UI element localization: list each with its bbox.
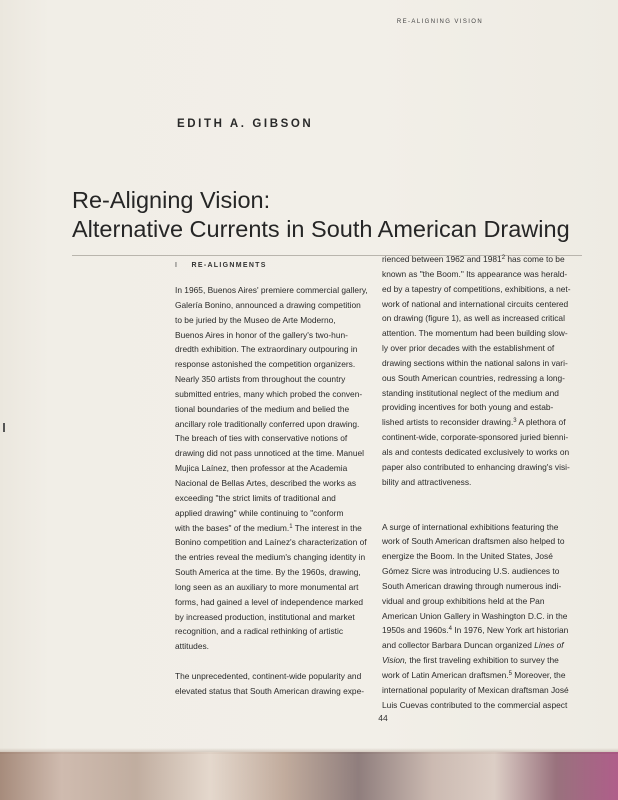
- text-line: In 1965, Buenos Aires' premiere commercial gallery,: [175, 285, 368, 295]
- left-column: [175, 283, 387, 699]
- text-line: providing incentives for both young and estab-: [382, 402, 554, 413]
- text-line: [382, 668, 592, 683]
- exhibition-title: Lines of: [534, 640, 564, 651]
- text-segment: Vision, the first traveling exhibition to survey the: [382, 655, 559, 666]
- running-head: RE-ALIGNING VISION: [396, 19, 484, 25]
- text-line: Mujica Laínez, then professor at the Academia: [175, 463, 348, 474]
- article-title: [72, 186, 592, 244]
- text-line: [382, 252, 592, 267]
- text-segment: lished artists to reconsider drawing.: [382, 417, 514, 428]
- text-line: [382, 638, 592, 653]
- text-line: attention. The momentum had been building slow-: [382, 328, 568, 339]
- right-column: [382, 252, 592, 712]
- section-heading: [175, 262, 267, 269]
- margin-mark: [3, 423, 5, 432]
- text-segment: rienced between 1962 and 1981: [382, 254, 502, 264]
- text-segment: work of Latin American draftsmen.: [382, 669, 509, 680]
- paragraph: [382, 520, 592, 713]
- text-segment: In 1976, New York art historian: [451, 625, 569, 636]
- text-line: attitudes.: [175, 641, 209, 652]
- text-line: ous South American countries, redressing a long-: [382, 372, 565, 383]
- text-line: drawing did not pass unnoticed at the time. Manuel: [175, 448, 365, 459]
- subtitle-line: Alternative Currents in South American Drawing: [72, 216, 570, 242]
- text-line: Bonino competition and Laínez's characterization of: [175, 537, 367, 548]
- text-line: on drawing (figure 1), as well as increased critical: [382, 313, 565, 324]
- text-line: exceeding "the strict limits of traditional and: [175, 492, 336, 503]
- text-line: als and contests dedicated exclusively to works on: [382, 446, 570, 457]
- text-line: elevated status that South American drawing expe-: [175, 685, 365, 696]
- text-line: ly over prior decades with the establishment of: [382, 343, 555, 354]
- text-segment: 1950s and 1960s.: [382, 625, 449, 636]
- footnote-ref: 5: [508, 670, 512, 677]
- footnote-ref: 4: [448, 626, 452, 633]
- text-line: bility and attractiveness.: [382, 476, 472, 487]
- section-number: I: [175, 262, 179, 269]
- text-segment: and collector Barbara Duncan organized: [382, 640, 535, 651]
- text-segment: has come to be: [505, 254, 565, 264]
- paragraph: [175, 283, 387, 654]
- text-segment: The interest in the: [292, 522, 362, 533]
- text-line: ed by a tapestry of competitions, exhibitions, a net-: [382, 283, 571, 294]
- text-line: A surge of international exhibitions featuring the: [382, 521, 559, 532]
- text-line: work of South American draftsmen also helped to: [382, 536, 565, 547]
- text-line: continent-wide, corporate-sponsored juried bienni-: [382, 432, 569, 443]
- text-line: forms, had gained a level of independence marked: [175, 596, 364, 607]
- footnote-ref: 1: [289, 523, 293, 530]
- text-line: Luis Cuevas contributed to the commercial aspect: [382, 699, 568, 710]
- text-line: tional boundaries of the medium and belied the: [175, 403, 350, 414]
- text-line: long seen as an auxiliary to more monumental art: [175, 581, 359, 592]
- text-line: drawing sections within the national salons in vari-: [382, 357, 568, 368]
- text-line: energize the Boom. In the United States, José: [382, 551, 553, 562]
- text-line: [382, 623, 592, 638]
- text-line: submitted entries, many which probed the conven-: [175, 388, 363, 399]
- text-line: the entries reveal the medium's changing identity in: [175, 552, 366, 563]
- text-line: [175, 521, 387, 536]
- page-number: 44: [378, 713, 388, 723]
- text-segment: with the bases" of the medium.: [175, 522, 290, 533]
- text-line: dredth exhibition. The extraordinary outpouring in: [175, 344, 358, 355]
- text-line: applied drawing" while continuing to "conform: [175, 507, 344, 518]
- text-line: response astonished the competition organizers.: [175, 359, 356, 370]
- text-line: vidual and group exhibitions held at the Pan: [382, 595, 545, 606]
- text-line: Nacional de Bellas Artes, described the works as: [175, 477, 357, 488]
- text-line: Galería Bonino, announced a drawing competition: [175, 299, 361, 310]
- text-line: The breach of ties with conservative notions of: [175, 433, 348, 444]
- page-bottom-edge: [0, 752, 618, 800]
- footnote-ref: 3: [513, 418, 517, 425]
- text-line: standing institutional neglect of the medium and: [382, 387, 559, 398]
- text-line: [382, 653, 592, 668]
- text-line: recognition, and a radical rethinking of artistic: [175, 626, 344, 637]
- paragraph: [175, 669, 387, 699]
- text-line: known as "the Boom." Its appearance was herald-: [382, 268, 568, 279]
- footnote-ref: 2: [501, 255, 506, 261]
- text-line: [382, 415, 592, 430]
- text-line: to be juried by the Museo de Arte Moderno,: [175, 314, 336, 325]
- text-line: Nearly 350 artists from throughout the country: [175, 374, 346, 385]
- text-line: Gómez Sicre was introducing U.S. audiences to: [382, 566, 560, 577]
- text-line: South America at the time. By the 1960s, drawing,: [175, 567, 361, 578]
- text-line: ancillary role traditionally conferred upon drawing.: [175, 418, 360, 429]
- text-line: paper also contributed to enhancing drawing's visi-: [382, 461, 570, 472]
- text-line: The unprecedented, continent-wide popularity and: [175, 671, 362, 682]
- paragraph: [382, 252, 592, 490]
- text-line: work of national and international circuits centered: [382, 298, 569, 309]
- text-line: international popularity of Mexican draftsman José: [382, 684, 569, 695]
- author-name: EDITH A. GIBSON: [177, 118, 314, 130]
- text-segment: Moreover, the: [511, 669, 566, 680]
- section-title: RE-ALIGNMENTS: [191, 262, 267, 269]
- title-line: Re-Aligning Vision:: [72, 187, 271, 213]
- text-line: South American drawing through numerous indi-: [382, 580, 562, 591]
- text-line: by increased production, institutional and market: [175, 611, 355, 622]
- text-line: Buenos Aires in honor of the gallery's two-hun-: [175, 329, 348, 340]
- text-line: American Union Gallery in Washington D.C. in the: [382, 610, 568, 621]
- text-segment: A plethora of: [516, 417, 566, 428]
